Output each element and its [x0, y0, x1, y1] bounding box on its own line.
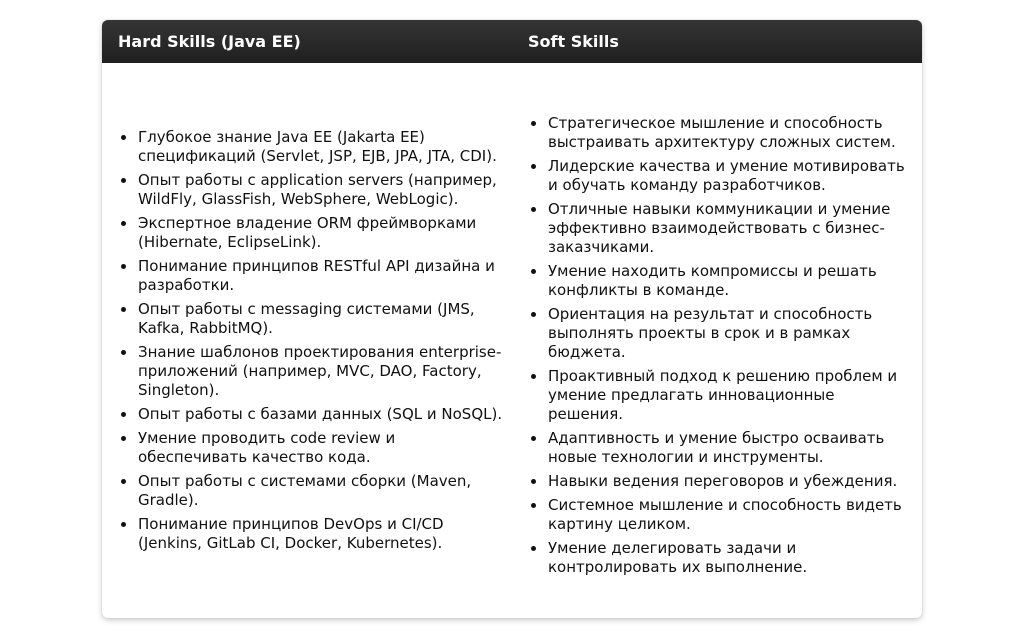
list-item: • Опыт работы с системами сборки (Maven, Gradle). [137, 472, 504, 510]
list-item: • Системное мышление и способность видеть картину целиком. [547, 496, 914, 534]
skills-table [102, 20, 922, 618]
list-item: • Понимание принципов RESTful API дизайна и разработки. [137, 257, 504, 295]
list-item: • Знание шаблонов проектирования enterprise-приложений (например, MVC, DAO, Factory, Singleton). [137, 343, 504, 400]
table-header [102, 20, 922, 63]
soft-skills-column [512, 104, 922, 577]
list-item: • Адаптивность и умение быстро осваивать новые технологии и инструменты. [547, 429, 914, 467]
header-hard-skills: Hard Skills (Java EE) [118, 32, 301, 51]
list-item: • Экспертное владение ORM фреймворками (Hibernate, EclipseLink). [137, 214, 504, 252]
list-item: • Отличные навыки коммуникации и умение эффективно взаимодействовать с бизнес-заказчиками. [547, 200, 914, 257]
list-item: • Стратегическое мышление и способность выстраивать архитектуру сложных систем. [547, 114, 914, 152]
list-item: • Опыт работы с application servers (например, WildFly, GlassFish, WebSphere, WebLogic). [137, 171, 504, 209]
list-item: • Опыт работы с базами данных (SQL и NoSQL). [137, 405, 504, 424]
list-item: • Ориентация на результат и способность выполнять проекты в срок и в рамках бюджета. [547, 305, 914, 362]
soft-skills-list [528, 114, 914, 577]
hard-skills-column [102, 128, 512, 553]
list-item: • Умение делегировать задачи и контролировать их выполнение. [547, 539, 914, 577]
list-item: • Понимание принципов DevOps и CI/CD (Jenkins, GitLab CI, Docker, Kubernetes). [137, 515, 504, 553]
hard-skills-list [118, 128, 504, 553]
list-item: • Глубокое знание Java EE (Jakarta EE) спецификаций (Servlet, JSP, EJB, JPA, JTA, CDI). [137, 128, 504, 166]
list-item: • Лидерские качества и умение мотивировать и обучать команду разработчиков. [547, 157, 914, 195]
list-item: • Проактивный подход к решению проблем и умение предлагать инновационные решения. [547, 367, 914, 424]
list-item: • Опыт работы с messaging системами (JMS, Kafka, RabbitMQ). [137, 300, 504, 338]
header-soft-skills: Soft Skills [528, 32, 619, 51]
table-body [102, 63, 922, 618]
list-item: • Навыки ведения переговоров и убеждения. [547, 472, 914, 491]
list-item: • Умение находить компромиссы и решать конфликты в команде. [547, 262, 914, 300]
list-item: • Умение проводить code review и обеспечивать качество кода. [137, 429, 504, 467]
